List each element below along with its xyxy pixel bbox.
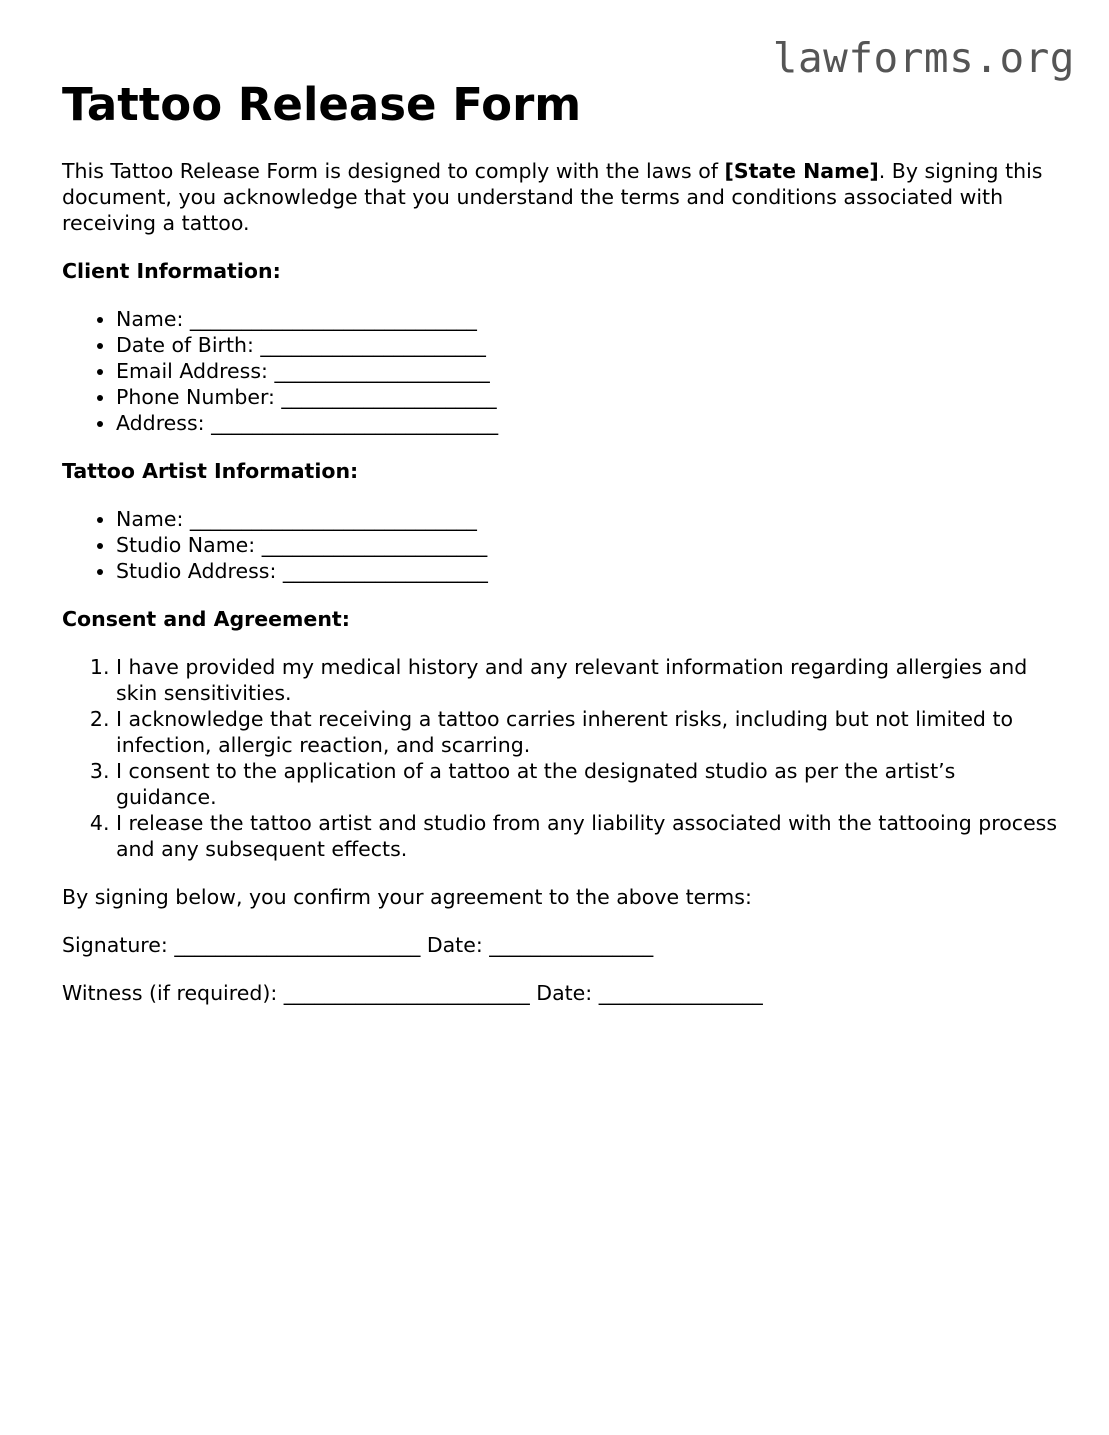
intro-text: This Tattoo Release Form is designed to comply with the laws of [62,159,725,183]
client-name-field: • Name: ____________________________ [116,306,1062,332]
consent-list [62,654,1062,862]
consent-item: 3. I consent to the application of a tattoo at the designated studio as per the artist’s guidance. [116,758,1062,810]
document-body [62,78,1062,1006]
page-title: Tattoo Release Form [62,78,582,131]
consent-item: 1. I have provided my medical history and any relevant information regarding allergies and skin sensitivities. [116,654,1062,706]
studio-name-field: • Studio Name: ______________________ [116,532,1062,558]
client-fields [62,306,1062,436]
lawforms-logo: lawforms.org [772,34,1075,82]
client-dob-field: • Date of Birth: ______________________ [116,332,1062,358]
consent-heading: Consent and Agreement: [62,607,350,631]
artist-fields [62,506,1062,584]
artist-name-field: • Name: ____________________________ [116,506,1062,532]
client-phone-field: • Phone Number: _____________________ [116,384,1062,410]
state-name-placeholder: [State Name] [724,159,879,183]
client-email-field: • Email Address: _____________________ [116,358,1062,384]
intro-paragraph [62,158,1062,236]
studio-address-field: • Studio Address: ____________________ [116,558,1062,584]
consent-item: 4. I release the tattoo artist and studio from any liability associated with the tattooing process and any subsequent effects. [116,810,1062,862]
consent-item: 2. I acknowledge that receiving a tattoo carries inherent risks, including but not limited to infection, allergic reaction, and scarring. [116,706,1062,758]
intro-text-end: . By signing this document, you acknowledge that you understand the terms and conditions associated with receiving a tattoo. [62,159,1043,235]
confirm-text: By signing below, you confirm your agreement to the above terms: [62,885,752,909]
signature-line: Signature: ________________________ Date: ________________ [62,933,654,957]
witness-line: Witness (if required): ________________________ Date: ________________ [62,981,763,1005]
artist-heading: Tattoo Artist Information: [62,459,359,483]
client-heading: Client Information: [62,259,281,283]
client-address-field: • Address: ____________________________ [116,410,1062,436]
